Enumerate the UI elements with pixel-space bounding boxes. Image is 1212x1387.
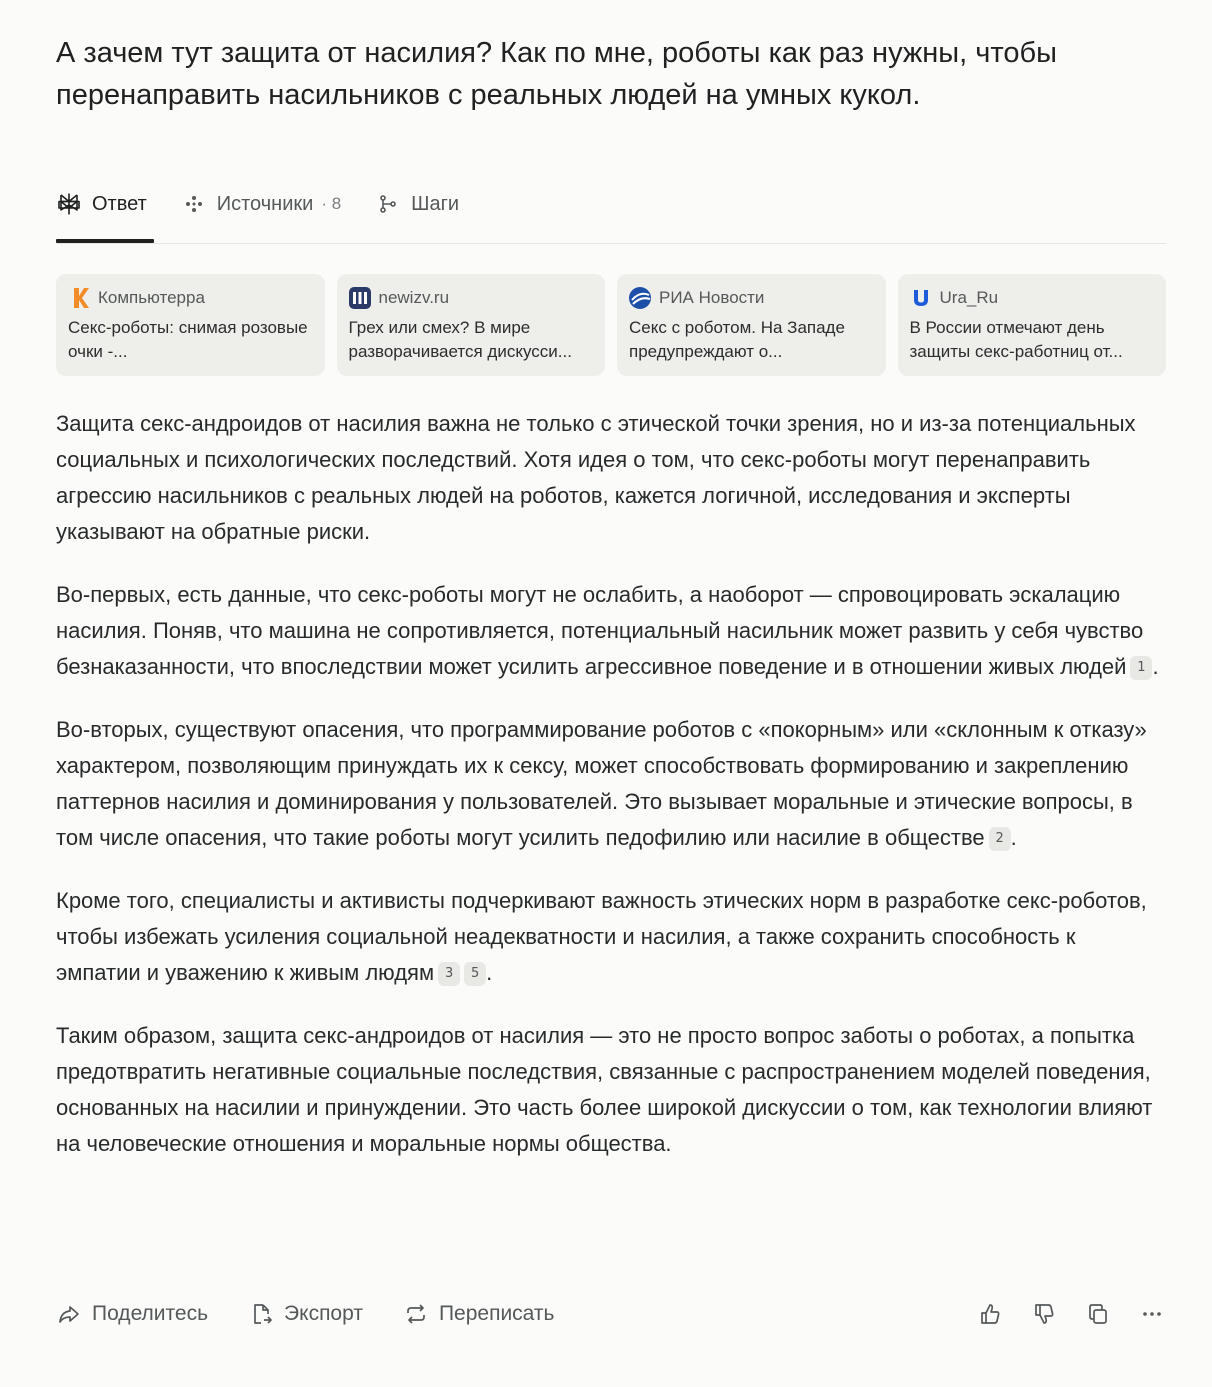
source-title: Секс с роботом. На Западе предупреждают о... <box>629 318 845 361</box>
ura-logo-icon <box>910 287 932 309</box>
tab-steps-label: Шаги <box>411 192 460 215</box>
period: . <box>1152 654 1159 679</box>
export-icon <box>248 1301 274 1327</box>
share-button[interactable] <box>56 1301 208 1327</box>
question-title: А зачем тут защита от насилия? Как по мне, роботы как раз нужны, чтобы перенаправить насильников с реальных людей на умных кукол. <box>56 37 1057 111</box>
source-header <box>629 286 874 310</box>
citation-badge[interactable]: 5 <box>464 962 486 986</box>
answer-paragraph <box>56 712 1166 856</box>
source-title: В России отмечают день защиты секс-работниц от... <box>909 318 1123 361</box>
rewrite-icon <box>403 1301 429 1327</box>
answer-paragraph: Защита секс-андроидов от насилия важна не только с этической точки зрения, но и из-за потенциальных социальных и психологических последствий. Хотя идея о том, что секс-роботы могут перенаправить агрессию насильников с реальных людей на роботов, кажется логичной, исследования и эксперты указывают на обратные риски. <box>56 411 1136 544</box>
export-button[interactable] <box>248 1301 363 1327</box>
source-header <box>910 286 1155 310</box>
tab-sources-label: Источники <box>216 192 314 215</box>
newizv-logo-icon <box>349 287 371 309</box>
answer-tabs <box>56 186 1166 244</box>
perplexity-icon <box>56 191 82 217</box>
source-title: Грех или смех? В мире разворачивается дискусси... <box>348 318 572 361</box>
tab-sources[interactable] <box>181 186 341 222</box>
sources-icon <box>181 191 207 217</box>
paragraph-text: Во-вторых, существуют опасения, что программирование роботов с «покорным» или «склонным к отказу» характером, позволяющим принуждать их к сексу, может способствовать формированию и закреплению паттернов насилия и доминирования у пользователей. Это вызывает моральные и этические вопросы, в том числе опасения, что такие роботы могут усилить педофилию или насилие в обществе <box>56 717 1147 850</box>
source-header <box>349 286 594 310</box>
answer-body <box>56 406 1166 1189</box>
tab-answer[interactable] <box>56 186 147 222</box>
share-icon <box>56 1301 82 1327</box>
citation-badge[interactable]: 1 <box>1130 656 1152 680</box>
source-name: Компьютерра <box>98 288 205 307</box>
export-label: Экспорт <box>284 1302 363 1325</box>
k-logo-icon <box>68 287 90 309</box>
source-card[interactable] <box>337 274 606 376</box>
tab-steps[interactable] <box>375 186 459 222</box>
answer-paragraph <box>56 883 1166 991</box>
period: . <box>1010 825 1017 850</box>
source-name: Ura_Ru <box>939 288 999 307</box>
feedback-actions <box>950 1300 1166 1328</box>
source-card[interactable] <box>56 274 325 376</box>
thumbs-down-icon[interactable] <box>1030 1300 1058 1328</box>
ria-logo-icon <box>629 287 651 309</box>
tab-sources-count: · 8 <box>321 194 342 213</box>
source-card[interactable] <box>617 274 886 376</box>
source-title: Секс-роботы: снимая розовые очки -... <box>68 318 308 361</box>
share-label: Поделитесь <box>92 1302 209 1325</box>
source-header <box>68 286 313 310</box>
rewrite-label: Переписать <box>438 1302 555 1325</box>
rewrite-button[interactable] <box>403 1301 555 1327</box>
copy-icon[interactable] <box>1084 1300 1112 1328</box>
source-name: newizv.ru <box>378 288 450 307</box>
citation-badge[interactable]: 3 <box>438 962 460 986</box>
citation-badge[interactable]: 2 <box>989 827 1011 851</box>
active-tab-indicator <box>56 239 154 243</box>
tab-answer-label: Ответ <box>92 192 147 215</box>
source-cards <box>56 274 1166 376</box>
answer-paragraph: Таким образом, защита секс-андроидов от насилия — это не просто вопрос заботы о роботах, а попытка предотвратить негативные социальные последствия, связанные с распространением моделей поведения, основанных на насилии и принуждении. Это часть более широкой дискуссии о том, как технологии влияют на человеческие отношения и моральные нормы общества. <box>56 1023 1153 1156</box>
more-icon[interactable] <box>1138 1300 1166 1328</box>
source-name: РИА Новости <box>659 288 765 307</box>
source-card[interactable] <box>898 274 1167 376</box>
paragraph-text: Во-первых, есть данные, что секс-роботы могут не ослабить, а наоборот — спровоцировать эскалацию насилия. Поняв, что машина не сопротивляется, потенциальный насильник может развить у себя чувство безнаказанности, что впоследствии может усилить агрессивное поведение и в отношении живых людей <box>56 582 1144 679</box>
paragraph-text: Кроме того, специалисты и активисты подчеркивают важность этических норм в разработке секс-роботов, чтобы избежать усиления социальной неадекватности и насилия, а также сохранить способность к эмпатии и уважению к живым людям <box>56 888 1147 985</box>
period: . <box>486 960 493 985</box>
thumbs-up-icon[interactable] <box>976 1300 1004 1328</box>
steps-icon <box>375 191 401 217</box>
answer-actions <box>56 1296 1166 1332</box>
answer-paragraph <box>56 577 1166 685</box>
